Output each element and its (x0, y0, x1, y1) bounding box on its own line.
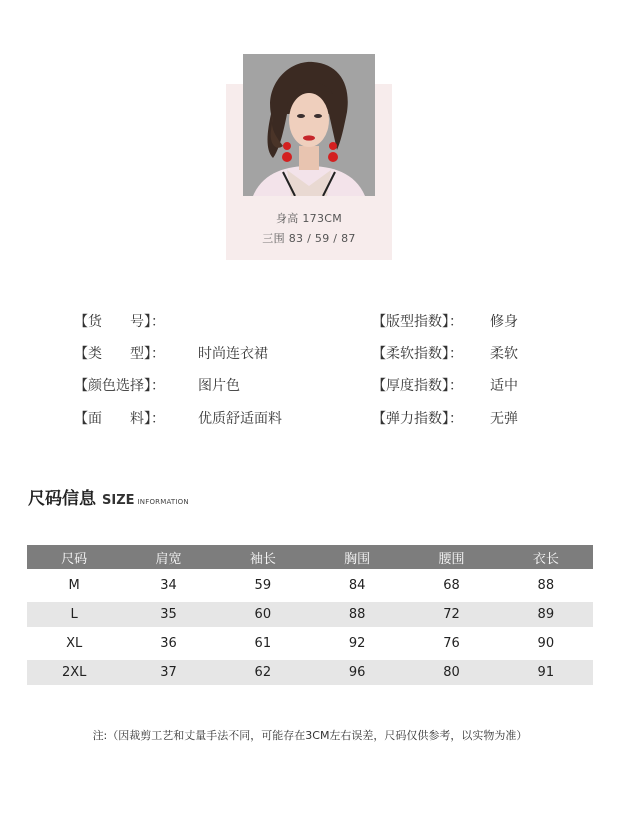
size-title-en-small: INFORMATION (137, 498, 189, 506)
spec-value: 无弹 (490, 411, 518, 427)
table-cell: 37 (121, 660, 215, 685)
table-cell: 36 (160, 636, 177, 651)
spec-label: 【弹力指数】： (372, 411, 463, 427)
model-photo (243, 54, 375, 196)
table-cell: 35 (121, 602, 215, 627)
spec-value: 图片色 (198, 378, 240, 394)
spec-label: 【颜色选择】： (74, 378, 165, 394)
table-cell: 59 (254, 578, 272, 593)
spec-label: 【厚度指数】： (372, 378, 463, 394)
model-measurements: 三围 83 / 59 / 87 (262, 232, 356, 245)
table-cell: 34 (160, 578, 177, 593)
table-cell: 80 (404, 660, 498, 685)
spec-value: 时尚连衣裙 (198, 346, 268, 362)
header-sleeve: 袖长 (216, 545, 310, 569)
size-table-header (27, 545, 593, 569)
table-cell: 90 (537, 636, 555, 651)
header-waist: 腰围 (404, 545, 498, 569)
table-cell: 68 (443, 578, 460, 593)
table-cell: 72 (404, 602, 498, 627)
header-length: 衣长 (499, 545, 593, 569)
table-cell: L (27, 602, 121, 627)
spec-label: 【货 号】： (74, 314, 165, 330)
table-cell: 84 (348, 578, 366, 593)
header-bust: 胸围 (310, 545, 404, 569)
table-cell: 62 (216, 660, 310, 685)
model-height: 身高 173CM (275, 212, 343, 225)
table-row (27, 631, 593, 656)
table-cell: 2XL (27, 660, 121, 685)
spec-label: 【类 型】： (74, 346, 165, 362)
table-cell: 88 (537, 578, 555, 593)
table-cell: 92 (348, 636, 366, 651)
spec-label: 【版型指数】： (372, 314, 463, 330)
table-cell: 91 (499, 660, 593, 685)
spec-value: 柔软 (490, 346, 518, 362)
spec-value: 适中 (490, 378, 518, 394)
header-size: 尺码 (27, 545, 121, 569)
size-title-en: SIZE (102, 493, 135, 508)
table-row (27, 660, 593, 685)
table-cell: 76 (443, 636, 460, 651)
spec-value: 修身 (490, 314, 518, 330)
table-row (27, 573, 593, 598)
size-note: 注:（因裁剪工艺和丈量手法不同，可能存在3CM左右误差，尺码仅供参考，以实物为准） (92, 729, 528, 742)
table-cell: 61 (254, 636, 272, 651)
table-cell: 88 (310, 602, 404, 627)
spec-label: 【柔软指数】： (372, 346, 463, 362)
table-cell: 89 (499, 602, 593, 627)
spec-label: 【面 料】： (74, 411, 165, 427)
header-shoulder: 肩宽 (121, 545, 215, 569)
size-table (27, 545, 593, 685)
table-cell: M (68, 578, 80, 593)
table-cell: 60 (216, 602, 310, 627)
spec-value: 优质舒适面料 (198, 411, 282, 427)
table-row (27, 602, 593, 627)
table-cell: 96 (310, 660, 404, 685)
size-section-title (28, 484, 189, 509)
size-title-zh: 尺码信息 (28, 489, 96, 509)
table-cell: XL (66, 636, 83, 651)
